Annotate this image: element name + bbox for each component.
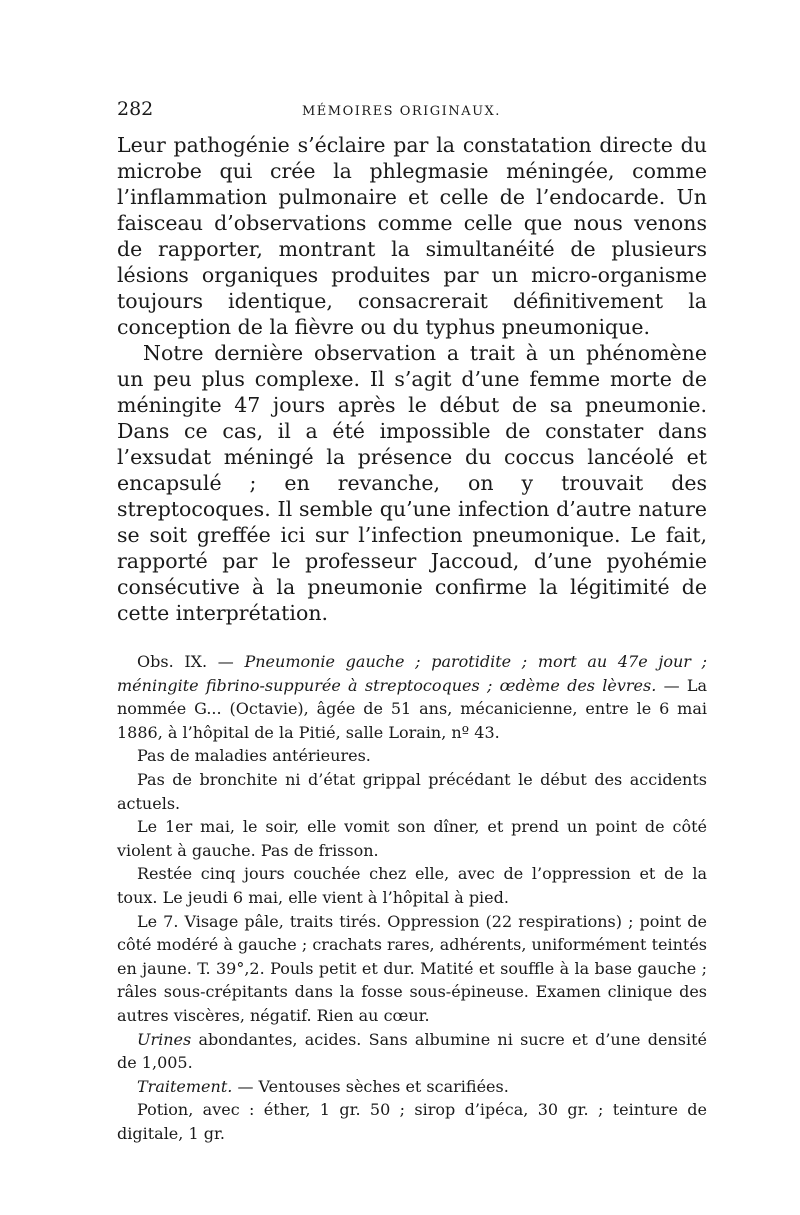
- paragraph-le-7: Le 7. Visage pâle, traits tirés. Oppression (22 respirations) ; point de côté modéré à gauche ; crachats rares, adhérents, uniformément teintés en jaune. T. 39°,2. Pouls petit et dur. Matité et souffle à la base gauche ; râles sous-crépitants dans la fosse sous-épineuse. Examen clinique des autres viscères, négatif. Rien au cœur.: [117, 911, 707, 1025]
- paragraph-traitement: [117, 1075, 707, 1099]
- paragraph-bronchite: Pas de bronchite ni d’état grippal précédant le début des accidents actuels.: [117, 769, 707, 813]
- page-number: 282: [117, 98, 154, 120]
- book-page: [117, 98, 707, 1145]
- body-paragraph-2: Notre dernière observation a trait à un phénomène un peu plus complexe. Il s’agit d’une femme morte de méningite 47 jours après le début de sa pneumonie. Dans ce cas, il a été impossible de constater dans l’exsudat méningé la présence du coccus lancéolé et encapsulé ; en revanche, on y trouvait des streptocoques. Il semble qu’une infection d’autre nature se soit greffée ici sur l’infection pneumonique. Le fait, rapporté par le professeur Jaccoud, d’une pyohémie consécutive à la pneumonie confirme la légitimité de cette interprétation.: [117, 341, 707, 625]
- body-paragraph-1: Leur pathogénie s’éclaire par la constatation directe du microbe qui crée la phlegmasie méningée, comme l’inflammation pulmonaire et celle de l’endocarde. Un faisceau d’observations comme celle que nous venons de rapporter, montrant la simultanéité de plusieurs lésions organiques produites par un micro-organisme toujours identique, consacrerait définitivement la conception de la fièvre ou du typhus pneumonique.: [117, 133, 707, 339]
- running-head: MÉMOIRES ORIGINAUX.: [302, 104, 501, 119]
- observation-intro-text: — La nommée G... (Octavie), âgée de 51 ans, mécanicienne, entre le 6 mai 1886, à l’hôpital de la Pitié, salle Lorain, nº 43.: [117, 675, 708, 742]
- paragraph-antecedents: Pas de maladies antérieures.: [137, 746, 371, 766]
- paragraph-potion: Potion, avec : éther, 1 gr. 50 ; sirop d’ipéca, 30 gr. ; teinture de digitale, 1 gr.: [117, 1100, 707, 1143]
- paragraph-restee: Restée cinq jours couchée chez elle, avec de l’oppression et de la toux. Le jeudi 6 mai, elle vient à l’hôpital à pied.: [117, 864, 707, 907]
- traitement-label: Traitement.: [137, 1076, 233, 1096]
- urines-text: abondantes, acides. Sans albumine ni sucre et d’une densité de 1,005.: [117, 1029, 708, 1073]
- urines-label: Urines: [137, 1029, 192, 1049]
- observation-label: Obs. IX. —: [137, 652, 234, 671]
- paragraph-1er-mai: Le 1er mai, le soir, elle vomit son dîner, et prend un point de côté violent à gauche. Pas de frisson.: [117, 817, 707, 860]
- observation-intro: [117, 650, 707, 744]
- observation-title: Pneumonie gauche ; parotidite ; mort au 47e jour ; méningite fibrino-suppurée à streptocoques ; œdème des lèvres.: [117, 652, 707, 695]
- paragraph-urines: [117, 1028, 707, 1075]
- traitement-text: — Ventouses sèches et scarifiées.: [237, 1076, 509, 1096]
- page-header: [117, 98, 707, 126]
